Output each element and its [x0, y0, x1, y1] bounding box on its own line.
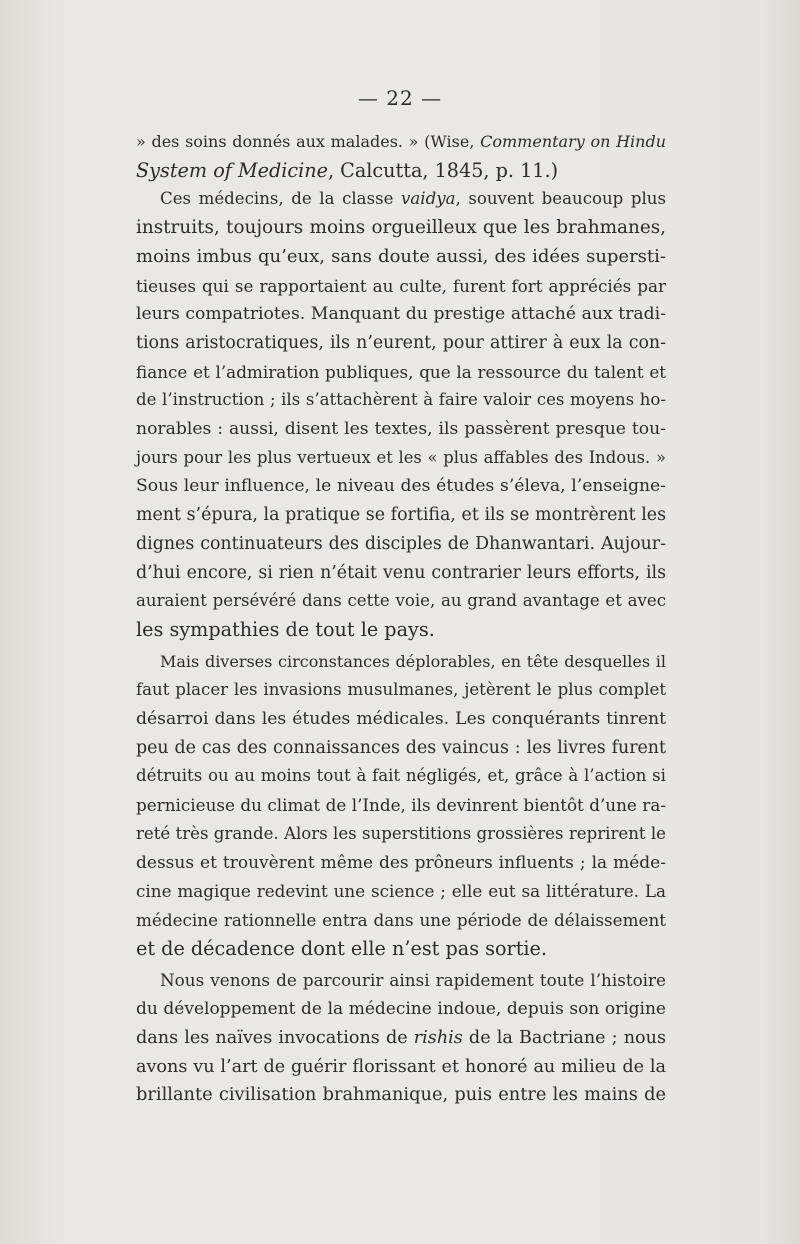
text-line: norables : aussi, disent les textes, ils passèrent presque tou-	[136, 419, 666, 440]
text-line: Ces médecins, de la classe vaidya, souvent beaucoup plus	[160, 189, 666, 209]
text-line: reté très grande. Alors les superstitions grossières reprirent le	[136, 823, 666, 843]
text-line: médecine rationnelle entra dans une période de délaissement	[136, 909, 666, 930]
text-line: de l’instruction ; ils s’attachèrent à faire valoir ces moyens ho-	[136, 390, 666, 410]
text-line: les sympathies de tout le pays.	[136, 617, 435, 641]
text-line: dans les naïves invocations de rishis de la Bactriane ; nous	[136, 1027, 666, 1048]
body-text	[136, 128, 666, 1110]
text-line: détruits ou au moins tout à fait négligés, et, grâce à l’action si	[136, 766, 666, 786]
text-line: ment s’épura, la pratique se fortifia, et ils se montrèrent les	[136, 505, 666, 526]
text-line: System of Medicine, Calcutta, 1845, p. 11.)	[136, 158, 559, 182]
text-line: désarroi dans les études médicales. Les conquérants tinrent	[136, 709, 666, 730]
text-line: moins imbus qu’eux, sans doute aussi, des idées supersti-	[136, 245, 666, 267]
text-line: » des soins donnés aux malades. » (Wise, Commentary on Hindu	[136, 132, 666, 151]
text-line: et de décadence dont elle n’est pas sortie.	[136, 936, 548, 960]
text-line: dignes continuateurs des disciples de Dhanwantari. Aujour-	[136, 533, 666, 554]
text-line: leurs compatriotes. Manquant du prestige attaché aux tradi-	[136, 304, 666, 325]
text-line: du développement de la médecine indoue, depuis son origine	[136, 999, 666, 1020]
text-line: tieuses qui se rapportaient au culte, furent fort appréciés par	[136, 275, 666, 296]
text-line: d’hui encore, si rien n’était venu contrarier leurs efforts, ils	[136, 562, 666, 583]
text-line: pernicieuse du climat de l’Inde, ils devinrent bientôt d’une ra-	[136, 795, 666, 816]
text-line: auraient persévéré dans cette voie, au grand avantage et avec	[136, 591, 666, 611]
text-line: fiance et l’admiration publiques, que la ressource du talent et	[136, 361, 666, 382]
text-line: dessus et trouvèrent même des prôneurs influents ; la méde-	[136, 852, 666, 873]
text-line: Sous leur influence, le niveau des études s’éleva, l’enseigne-	[136, 476, 666, 497]
text-line: brillante civilisation brahmanique, puis entre les mains de	[136, 1084, 666, 1106]
text-line: Nous venons de parcourir ainsi rapidement toute l’histoire	[160, 970, 666, 991]
text-line: Mais diverses circonstances déplorables, en tête desquelles il	[160, 651, 666, 671]
text-line: jours pour les plus vertueux et les « plus affables des Indous. »	[136, 447, 666, 467]
text-line: faut placer les invasions musulmanes, jetèrent le plus complet	[136, 680, 666, 700]
text-line: avons vu l’art de guérir florissant et honoré au milieu de la	[136, 1056, 666, 1077]
text-line: peu de cas des connaissances des vaincus : les livres furent	[136, 737, 666, 758]
page-number: — 22 —	[357, 86, 443, 110]
text-line: instruits, toujours moins orgueilleux que les brahmanes,	[136, 217, 666, 239]
text-line: tions aristocratiques, ils n’eurent, pour attirer à eux la con-	[136, 332, 666, 353]
text-line: cine magique redevint une science ; elle eut sa littérature. La	[136, 881, 666, 902]
